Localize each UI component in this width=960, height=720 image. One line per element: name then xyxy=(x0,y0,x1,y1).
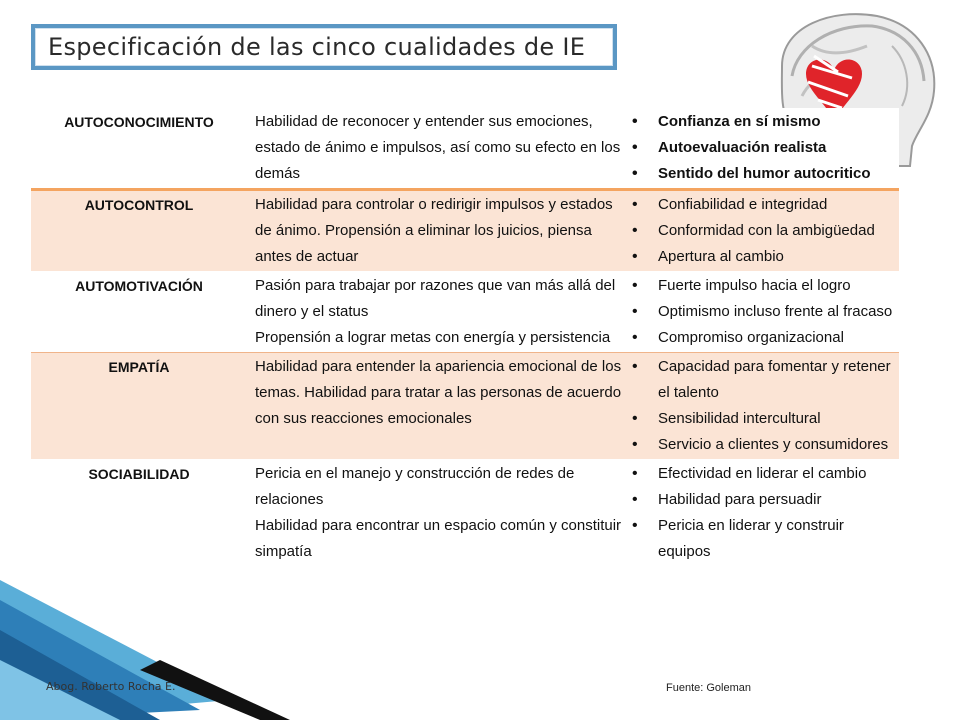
title-box xyxy=(31,24,617,70)
list-item: • Apertura al cambio xyxy=(626,244,898,270)
list-item: • Efectividad en liderar el cambio xyxy=(626,461,898,487)
quality-traits xyxy=(626,353,899,460)
table-row xyxy=(31,460,899,567)
list-item: • Fuerte impulso hacia el logro xyxy=(626,273,898,299)
quality-description: Pasión para trabajar por razones que van más allá del dinero y el status Propensión a lograr metas con energía y persistencia xyxy=(247,272,626,353)
list-item: • Capacidad para fomentar y retener el talento xyxy=(626,354,898,406)
list-item: • Confianza en sí mismo xyxy=(626,109,898,135)
list-item: • Optimismo incluso frente al fracaso xyxy=(626,299,898,325)
corner-decoration xyxy=(0,560,300,720)
page-title: Especificación de las cinco cualidades de IE xyxy=(35,28,613,66)
list-item: • Compromiso organizacional xyxy=(626,325,898,351)
table-row xyxy=(31,272,899,353)
quality-name: SOCIABILIDAD xyxy=(31,460,247,567)
table-row xyxy=(31,353,899,460)
quality-traits xyxy=(626,190,899,272)
quality-traits xyxy=(626,108,899,190)
list-item: • Habilidad para persuadir xyxy=(626,487,898,513)
list-item: • Servicio a clientes y consumidores xyxy=(626,432,898,458)
table-row xyxy=(31,190,899,272)
quality-description: Habilidad para entender la apariencia emocional de los temas. Habilidad para tratar a las personas de acuerdo con sus reacciones emocionales xyxy=(247,353,626,460)
list-item: • Confiabilidad e integridad xyxy=(626,192,898,218)
table-row xyxy=(31,108,899,190)
list-item: • Sensibilidad intercultural xyxy=(626,406,898,432)
qualities-table xyxy=(31,108,899,566)
quality-name: AUTOCONOCIMIENTO xyxy=(31,108,247,190)
list-item: • Sentido del humor autocritico xyxy=(626,161,898,187)
quality-name: AUTOCONTROL xyxy=(31,190,247,272)
list-item: • Pericia en liderar y construir equipos xyxy=(626,513,898,565)
source-label: Fuente: Goleman xyxy=(666,682,751,694)
author-label: Abog. Roberto Rocha E. xyxy=(46,680,176,693)
quality-traits xyxy=(626,272,899,353)
list-item: • Conformidad con la ambigüedad xyxy=(626,218,898,244)
quality-traits xyxy=(626,460,899,567)
list-item: • Autoevaluación realista xyxy=(626,135,898,161)
quality-name: AUTOMOTIVACIÓN xyxy=(31,272,247,353)
quality-description: Pericia en el manejo y construcción de redes de relaciones Habilidad para encontrar un espacio común y constituir simpatía xyxy=(247,460,626,567)
quality-description: Habilidad de reconocer y entender sus emociones, estado de ánimo e impulsos, así como su efecto en los demás xyxy=(247,108,626,190)
quality-description: Habilidad para controlar o redirigir impulsos y estados de ánimo. Propensión a eliminar los juicios, piensa antes de actuar xyxy=(247,190,626,272)
quality-name: EMPATÍA xyxy=(31,353,247,460)
